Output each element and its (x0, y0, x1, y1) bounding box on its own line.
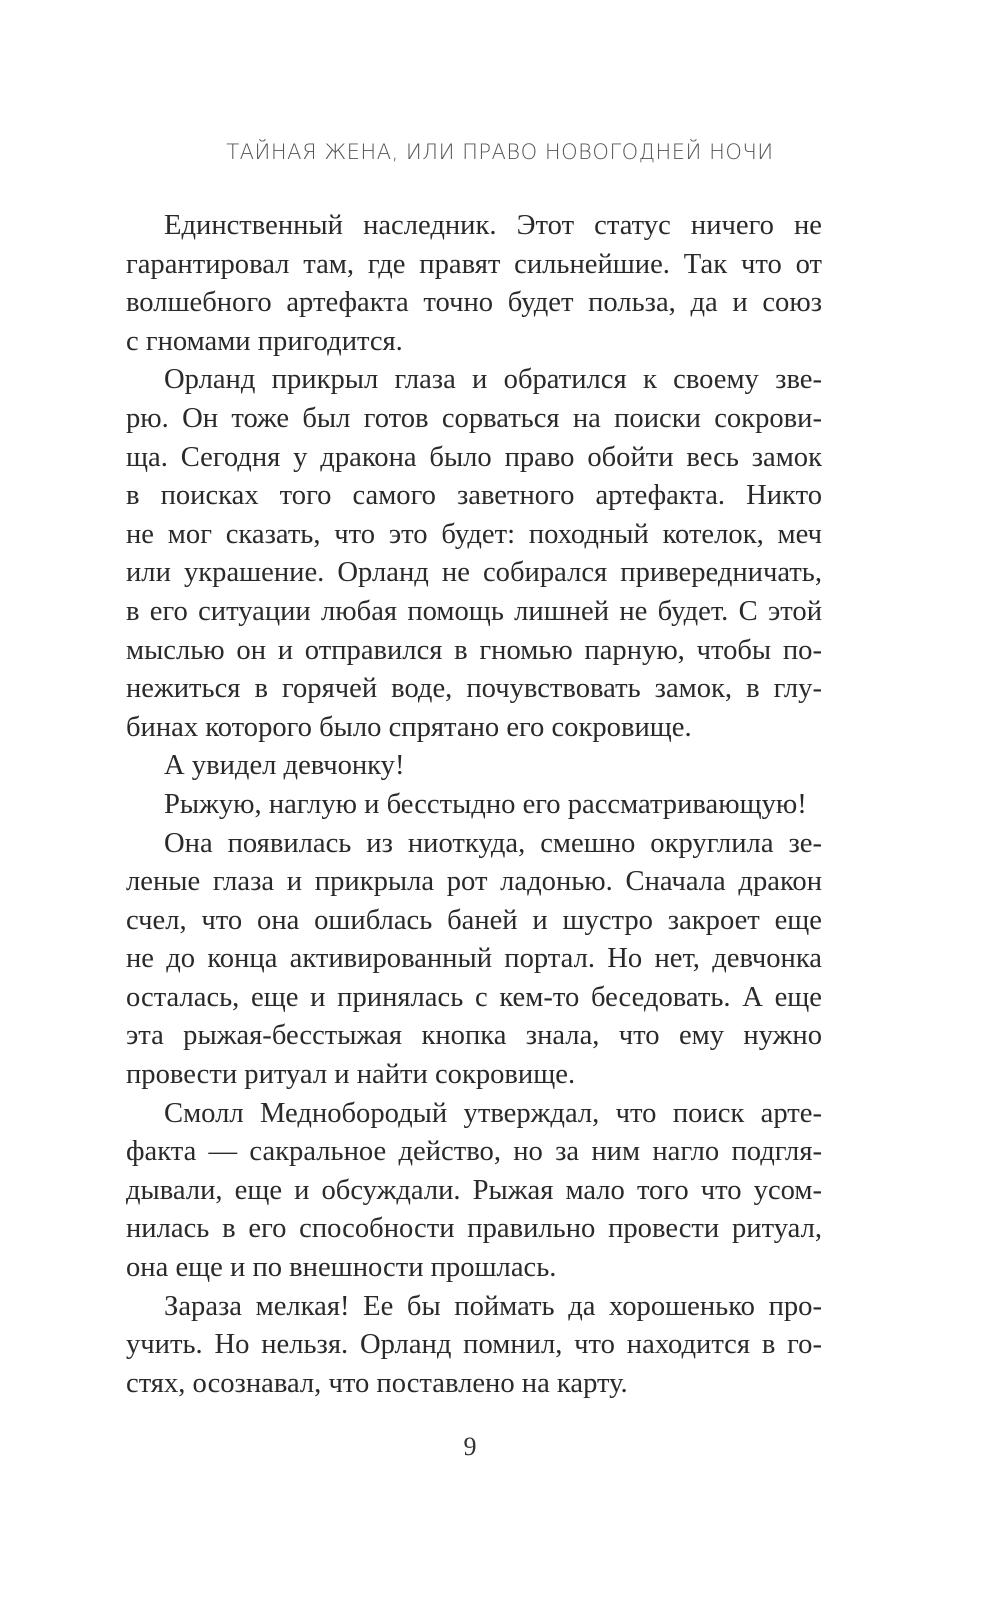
text-line: дывали, еще и обсуждали. Рыжая мало того что усом- (126, 1174, 822, 1206)
text-line: счел, что она ошиблась баней и шустро закроет еще (126, 904, 822, 936)
text-line: бинах которого было спрятано его сокровище. (126, 711, 692, 743)
text-line: провести ритуал и найти сокровище. (126, 1059, 576, 1091)
text-line: с гномами пригодится. (126, 325, 403, 357)
text-line: А увидел девчонку! (164, 750, 405, 782)
text-line: Единственный наследник. Этот статус ничего не (164, 210, 822, 241)
page-number: 9 (463, 1432, 477, 1461)
text-line: Смолл Меднобородый утверждал, что поиск арте- (164, 1097, 822, 1129)
text-line: Рыжую, наглую и бесстыдно его рассматривающую! (164, 788, 807, 820)
text-line: она еще и по внешности прошлась. (126, 1252, 557, 1284)
text-line: учить. Но нельзя. Орланд помнил, что находится в го- (126, 1329, 822, 1361)
text-line: леные глаза и прикрыла рот ладонью. Сначала дракон (126, 866, 822, 898)
text-line: не мог сказать, что это будет: походный котелок, меч (126, 518, 822, 550)
body-text (126, 207, 822, 1403)
text-line: волшебного артефакта точно будет польза, да и союз (126, 287, 822, 319)
running-header: ТАЙНАЯ ЖЕНА, ИЛИ ПРАВО НОВОГОДНЕЙ НОЧИ (226, 140, 774, 164)
text-line: стях, осознавал, что поставлено на карту. (126, 1367, 628, 1399)
text-line: или украшение. Орланд не собирался привередничать, (126, 557, 822, 589)
text-line: Зараза мелкая! Ее бы поймать да хорошенько про- (164, 1290, 822, 1322)
text-line: не до конца активированный портал. Но нет, девчонка (126, 943, 822, 975)
text-line: эта рыжая-бесстыжая кнопка знала, что ему нужно (126, 1020, 822, 1052)
text-line: мыслью он и отправился в гномью парную, чтобы по- (126, 634, 822, 666)
text-line: осталась, еще и принялась с кем-то беседовать. А еще (126, 981, 822, 1013)
text-line: Она появилась из ниоткуда, смешно округлила зе- (164, 827, 822, 859)
text-line: нилась в его способности правильно провести ритуал, (126, 1213, 822, 1245)
text-line: нежиться в горячей воде, почувствовать замок, в глу- (126, 673, 822, 705)
text-line: Орланд прикрыл глаза и обратился к своему зве- (164, 364, 822, 396)
text-line: ща. Сегодня у дракона было право обойти весь замок (126, 441, 822, 473)
text-line: гарантировал там, где правят сильнейшие. Так что от (126, 248, 822, 280)
text-line: в его ситуации любая помощь лишней не будет. С этой (126, 595, 822, 627)
text-line: в поисках того самого заветного артефакта. Никто (126, 480, 822, 512)
text-line: факта — сакральное действо, но за ним нагло подгля- (126, 1136, 822, 1168)
text-line: рю. Он тоже был готов сорваться на поиски сокрови- (126, 402, 822, 434)
